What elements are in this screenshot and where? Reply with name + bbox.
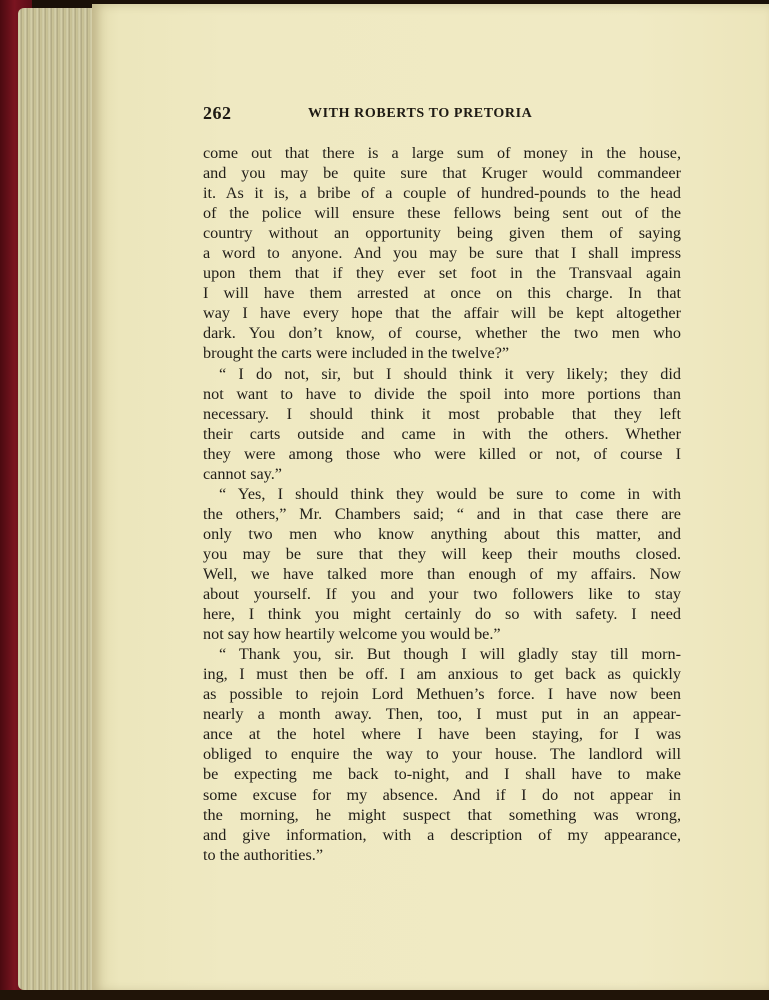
text-line: their carts outside and came in with the others. Whether [203, 424, 681, 443]
text-line: brought the carts were included in the twelve?” [203, 344, 510, 363]
text-line: be expecting me back to-night, and I shall have to make [203, 765, 681, 784]
text-line: they were among those who were killed or not, of course I [203, 444, 681, 463]
text-line: “ I do not, sir, but I should think it very likely; they did [219, 364, 681, 383]
page-body-text [203, 143, 681, 865]
text-line: upon them that if they ever set foot in the Transvaal again [203, 264, 681, 283]
text-line: I will have them arrested at once on this charge. In that [203, 284, 681, 303]
text-line: and give information, with a description of my appearance, [203, 825, 681, 844]
text-line: country without an opportunity being given them of saying [203, 224, 681, 243]
text-line: it. As it is, a bribe of a couple of hundred-pounds to the head [203, 184, 681, 203]
text-line: you may be sure that they will keep their mouths closed. [203, 544, 681, 563]
text-line: dark. You don’t know, of course, whether the two men who [203, 324, 681, 343]
text-line: and you may be quite sure that Kruger would commandeer [203, 164, 681, 183]
text-line: not say how heartily welcome you would be.” [203, 625, 501, 644]
text-line: of the police will ensure these fellows being sent out of the [203, 204, 681, 223]
running-head [203, 103, 681, 127]
text-line: necessary. I should think it most probable that they left [203, 404, 681, 423]
text-line: “ Yes, I should think they would be sure to come in with [219, 484, 681, 503]
text-line: come out that there is a large sum of money in the house, [203, 144, 681, 162]
background-strip [0, 990, 769, 1000]
text-line: the morning, he might suspect that something was wrong, [203, 805, 681, 824]
page-number: 262 [203, 103, 232, 123]
text-line: only two men who know anything about this matter, and [203, 524, 681, 543]
text-line: here, I think you might certainly do so with safety. I need [203, 605, 681, 624]
text-line: Well, we have talked more than enough of my affairs. Now [203, 564, 681, 583]
page-stack-edges [18, 8, 100, 990]
text-line: as possible to rejoin Lord Methuen’s force. I have now been [203, 685, 681, 704]
text-line: “ Thank you, sir. But though I will gladly stay till morn- [219, 645, 681, 664]
running-title: WITH ROBERTS TO PRETORIA [308, 106, 533, 121]
text-line: to the authorities.” [203, 845, 324, 864]
text-line: nearly a month away. Then, too, I must put in an appear- [203, 705, 681, 724]
text-line: way I have every hope that the affair will be kept altogether [203, 304, 681, 323]
text-line: some excuse for my absence. And if I do not appear in [203, 785, 681, 804]
text-line: not want to have to divide the spoil into more portions than [203, 384, 681, 403]
text-line: a word to anyone. And you may be sure that I shall impress [203, 244, 681, 263]
text-line: about yourself. If you and your two followers like to stay [203, 585, 681, 604]
text-line: the others,” Mr. Chambers said; “ and in that case there are [203, 504, 681, 523]
text-line: obliged to enquire the way to your house. The landlord will [203, 745, 681, 764]
text-line: ing, I must then be off. I am anxious to get back as quickly [203, 665, 681, 684]
text-line: cannot say.” [203, 464, 282, 483]
text-line: ance at the hotel where I have been staying, for I was [203, 725, 681, 744]
